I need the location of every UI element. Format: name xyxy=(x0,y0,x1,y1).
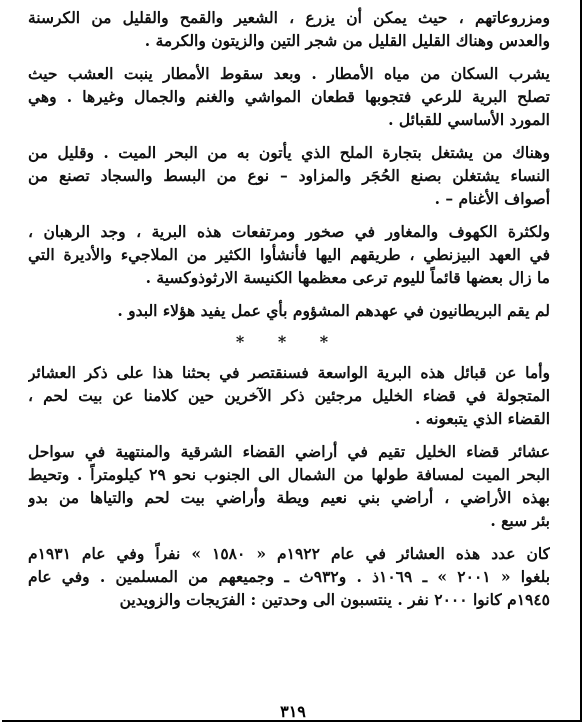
text-line: النساء يشتغلن بصنع الحُجَر والمزاود – نوع من البسط والسجاد تصنع من xyxy=(28,166,550,185)
text-line: تصلح البرية للرعي فتجوبها قطعان المواشي والغنم والجمال وغيرها . وهي xyxy=(28,87,550,106)
paragraph xyxy=(28,440,550,532)
paragraph xyxy=(28,542,550,611)
text-line: وهناك من يشتغل بتجارة الملح الذي يأتون به من البحر الميت . وقليل من xyxy=(28,143,550,162)
paragraph xyxy=(28,361,550,430)
text-line: ومزروعاتهم ، حيث يمكن أن يزرع ، الشعير والقمح والقليل من الكرسنة xyxy=(28,8,550,27)
paragraph xyxy=(28,141,550,210)
text-line: بلغوا « ٢٠٠١ » ـ ١٠٦٩ذ . و٩٣٢ث ـ وجميعهم من المسلمين . وفي عام xyxy=(28,567,550,586)
text-section-2 xyxy=(28,361,550,611)
text-line: والعدس وهناك القليل القليل من شجر التين والزيتون والكرمة . xyxy=(144,31,550,50)
text-line: المتجولة في قضاء الخليل مرجئين ذكر الآخرين حين كلامنا عن بيت لحم ، xyxy=(28,386,550,405)
text-line: القضاء الذي يتبعونه . xyxy=(415,409,550,428)
paragraph xyxy=(28,6,550,52)
text-line: في العهد البيزنطي ، طريقهم اليها فأنشأوا الكثير من الملاجيء والأديرة التي xyxy=(28,245,550,264)
text-line: ولكثرة الكهوف والمغاور في صخور ومرتفعات هذه البرية ، وجد الرهبان ، xyxy=(28,222,550,241)
text-line: وأما عن قبائل هذه البرية الواسعة فسنقتصر في بحثنا هذا على ذكر العشائر xyxy=(28,363,550,382)
text-line: يشرب السكان من مياه الأمطار . وبعد سقوط الأمطار ينبت العشب حيث xyxy=(28,64,550,83)
text-line: البحر الميت لمسافة طولها من الشمال الى الجنوب نحو ٢٩ كيلومتراً . وتحيط xyxy=(28,465,550,484)
text-line: أصواف الأغنام – . xyxy=(434,189,550,208)
text-line: بهذه الأراضي ، أراضي بني نعيم ويطة وأراضي بيت لحم والتياها من بدو xyxy=(28,488,550,507)
text-line: لم يقم البريطانيون في عهدهم المشؤوم بأي عمل يفيد هؤلاء البدو . xyxy=(117,301,550,320)
paragraph xyxy=(28,62,550,131)
page-number: ٣١٩ xyxy=(280,702,306,721)
paragraph xyxy=(28,220,550,289)
text-line: كان عدد هذه العشائر في عام ١٩٢٢م « ١٥٨٠ » نفراً وفي عام ١٩٣١م xyxy=(28,544,550,563)
paragraph xyxy=(28,299,550,322)
text-line: ما زال بعضها قائماً لليوم ترعى معظمها الكنيسة الارثوذوكسية . xyxy=(145,268,550,287)
text-section-1 xyxy=(28,6,550,322)
text-line: المورد الأساسي للقبائل . xyxy=(388,110,550,129)
text-line: ١٩٤٥م كانوا ٢٠٠٠ نفر . ينتسبون الى وحدتين : الفرَيجات والزويدين xyxy=(119,590,550,609)
section-separator: * * * xyxy=(235,332,343,351)
text-line: بئر سبع . xyxy=(490,511,550,530)
page-body xyxy=(28,6,550,621)
text-line: عشائر قضاء الخليل تقيم في أراضي القضاء الشرقية والمنتهية في سواحل xyxy=(28,442,550,461)
